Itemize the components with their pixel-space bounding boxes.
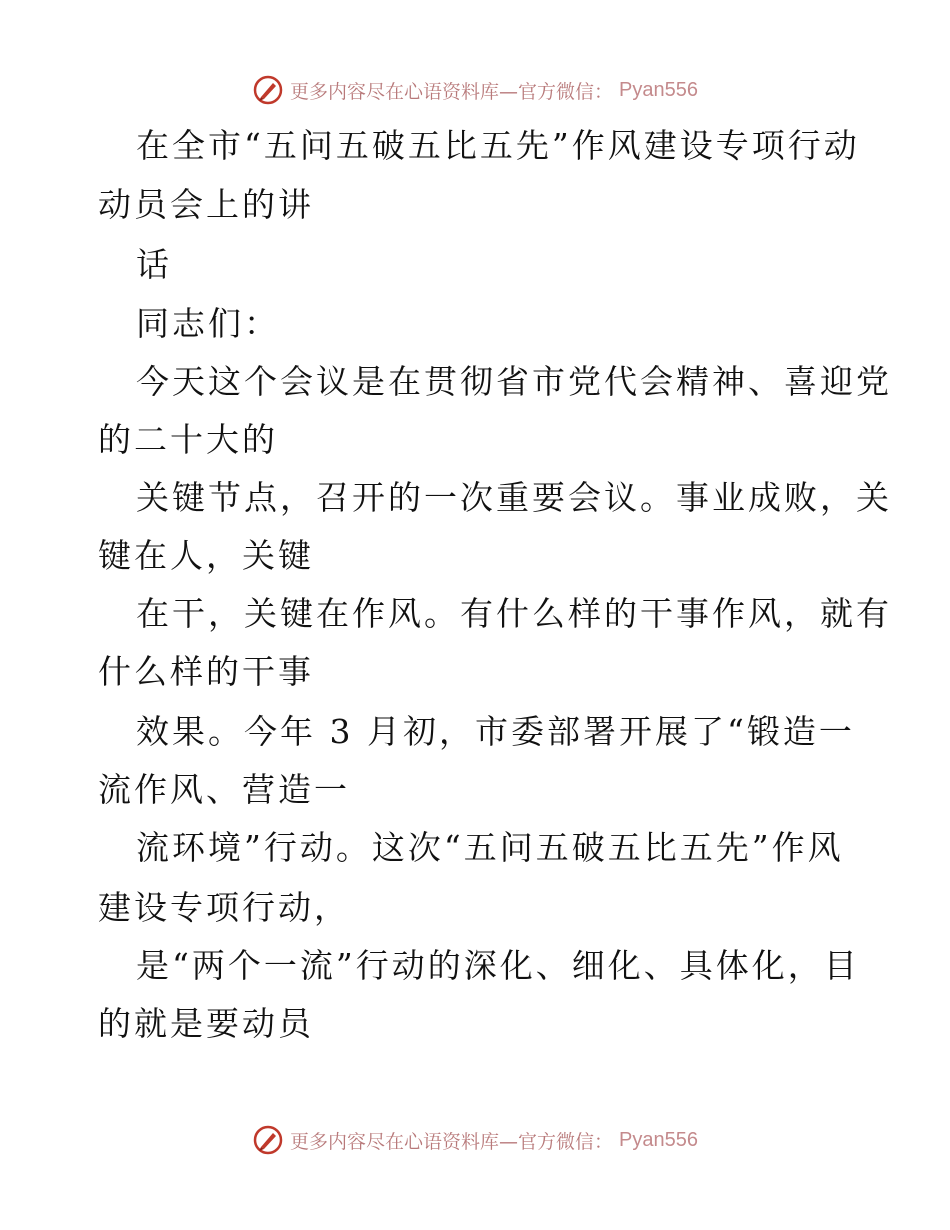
watermark-wechat-id: Pyan556: [619, 78, 698, 101]
text-line: 的就是要动员: [98, 1004, 314, 1043]
text-line: 什么样的干事: [98, 652, 314, 691]
watermark-text: 更多内容尽在心语资料库—官方微信：: [290, 80, 614, 103]
text-line: 的二十大的: [98, 420, 278, 459]
text-line: 关键节点，召开的一次重要会议。事业成败，关: [136, 478, 892, 517]
text-line: 同志们：: [136, 304, 280, 343]
text-line: 话: [136, 245, 172, 284]
text-line: 键在人，关键: [98, 536, 314, 575]
watermark-wechat-id: Pyan556: [619, 1128, 698, 1151]
text-line: 在干，关键在作风。有什么样的干事作风，就有: [136, 594, 892, 633]
text-line: 流环境”行动。这次“五问五破五比五先”作风: [136, 828, 844, 867]
text-line: 流作风、营造一: [98, 770, 350, 809]
text-line: 动员会上的讲: [98, 185, 314, 224]
text-line: 今天这个会议是在贯彻省市党代会精神、喜迎党: [136, 362, 892, 401]
pen-logo-icon: [252, 1124, 284, 1156]
text-line: 在全市“五问五破五比五先”作风建设专项行动: [136, 126, 860, 165]
watermark-text: 更多内容尽在心语资料库—官方微信：: [290, 1130, 614, 1153]
header-watermark: [0, 72, 950, 108]
text-line: 建设专项行动，: [98, 888, 350, 927]
footer-watermark: [0, 1122, 950, 1158]
pen-logo-icon: [252, 74, 284, 106]
text-line: 效果。今年 3 月初，市委部署开展了“锻造一: [136, 712, 855, 751]
text-line: 是“两个一流”行动的深化、细化、具体化，目: [136, 946, 860, 985]
